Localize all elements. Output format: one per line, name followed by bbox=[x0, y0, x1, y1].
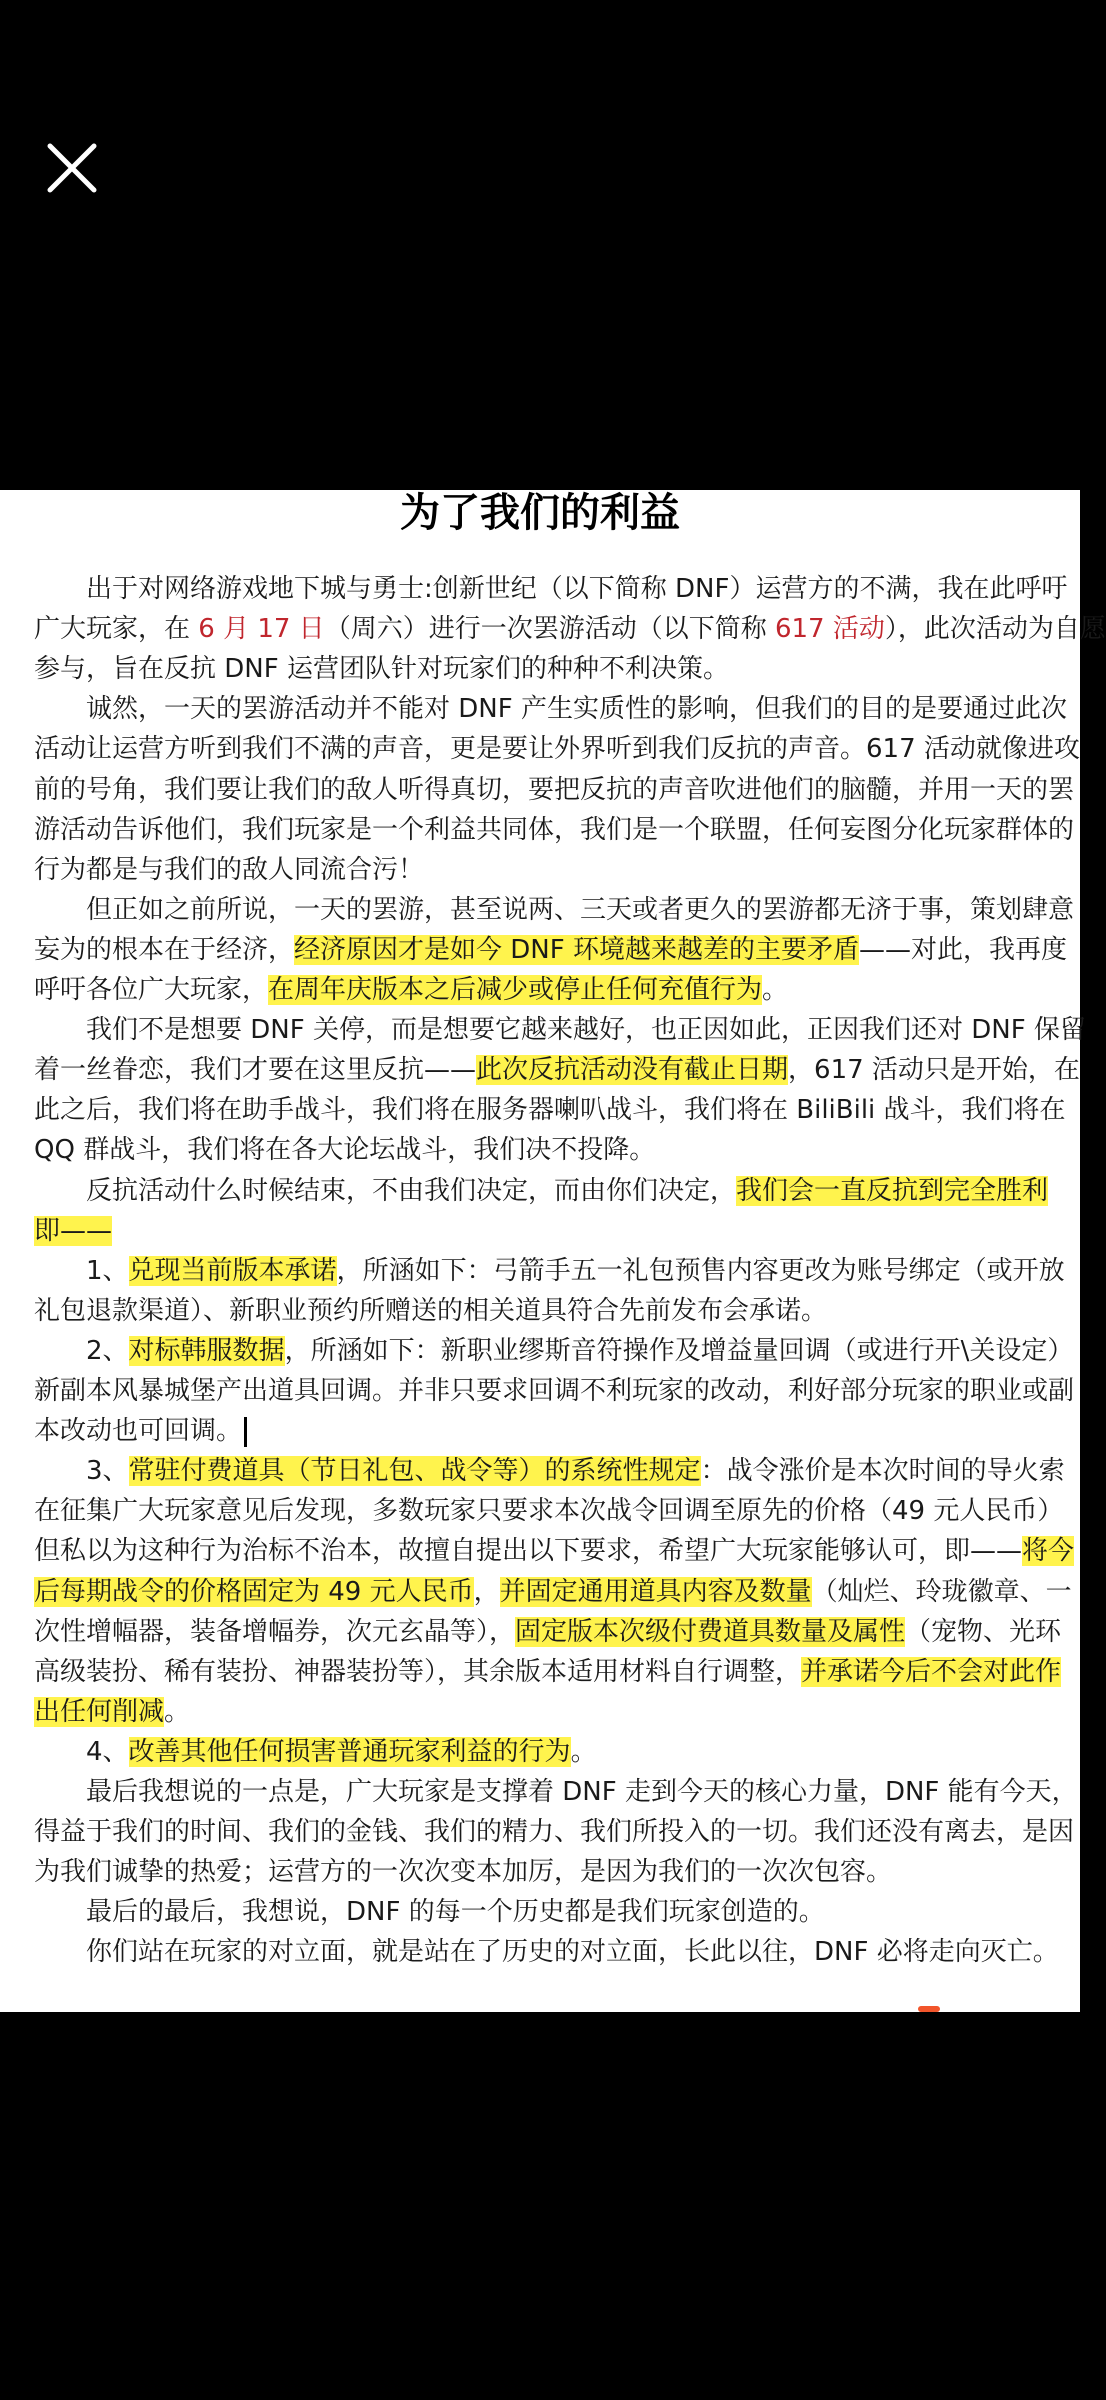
highlighted-text: 出任何削减 bbox=[34, 1696, 165, 1727]
document-line bbox=[34, 1090, 1066, 1130]
text-span: 我们不是想要 DNF 关停，而是想要它越来越好，也正因如此，正因我们还对 DNF 保留 bbox=[34, 1015, 1086, 1046]
text-span: 反抗活动什么时候结束，不由我们决定，而由你们决定， bbox=[34, 1175, 737, 1206]
text-span: （周六）进行一次罢游活动（以下简称 bbox=[324, 614, 775, 645]
text-span: 1、 bbox=[34, 1255, 129, 1286]
highlighted-text: 我们会一直反抗到完全胜利 bbox=[736, 1175, 1049, 1206]
document-line bbox=[34, 1050, 1080, 1090]
text-span: 游活动告诉他们，我们玩家是一个利益共同体，我们是一个联盟，任何妄图分化玩家群体的 bbox=[34, 814, 1075, 845]
text-span: ），此次活动为自愿 bbox=[884, 614, 1106, 645]
highlighted-text: 对标韩服数据 bbox=[128, 1335, 285, 1366]
document-line bbox=[34, 1371, 1074, 1411]
document-line bbox=[34, 1451, 1065, 1491]
highlighted-text: 改善其他任何损害普通玩家利益的行为 bbox=[128, 1736, 571, 1767]
document-line bbox=[34, 1732, 597, 1772]
text-span: 你们站在玩家的对立面，就是站在了历史的对立面，长此以往，DNF 必将走向灭亡。 bbox=[34, 1937, 1059, 1968]
document-line bbox=[34, 1612, 1061, 1652]
text-span: 2、 bbox=[34, 1335, 129, 1366]
document-image bbox=[0, 490, 1106, 2012]
highlighted-text: 常驻付费道具（节日礼包、战令等）的系统性规定 bbox=[128, 1456, 701, 1487]
text-span: 。 bbox=[762, 975, 789, 1005]
text-span: 前的号角，我们要让我们的敌人听得真切，要把反抗的声音吹进他们的脑髓，并用一天的罢 bbox=[34, 774, 1075, 805]
text-span: 。 bbox=[164, 1696, 191, 1727]
text-span: 在征集广大玩家意见后发现，多数玩家只要求本次战令回调至原先的价格（49 元人民币） bbox=[34, 1496, 1064, 1527]
text-span: 诚然，一天的罢游活动并不能对 DNF 产生实质性的影响，但我们的目的是要通过此次 bbox=[34, 694, 1067, 725]
document-line bbox=[34, 850, 424, 890]
document-line bbox=[34, 649, 729, 689]
text-span: （灿烂、玲珑徽章、一 bbox=[811, 1576, 1072, 1607]
text-span: 参与，旨在反抗 DNF 运营团队针对玩家们的种种不利决策。 bbox=[34, 654, 729, 685]
text-span: 呼吁各位广大玩家， bbox=[34, 975, 269, 1005]
document-line bbox=[34, 609, 1106, 649]
document-line bbox=[34, 1932, 1059, 1972]
document-line bbox=[34, 1812, 1074, 1852]
highlighted-text: 后每期战令的价格固定为 49 元人民币 bbox=[34, 1576, 474, 1607]
highlighted-text: 经济原因才是如今 DNF 环境越来越差的主要矛盾 bbox=[294, 934, 859, 965]
text-span: 。 bbox=[570, 1736, 597, 1767]
highlighted-text: 此次反抗活动没有截止日期 bbox=[476, 1055, 789, 1086]
highlighted-text: 固定版本次级付费道具数量及属性 bbox=[515, 1616, 906, 1647]
text-span: ，617 活动只是开始，在 bbox=[788, 1055, 1080, 1086]
text-span: 妄为的根本在于经济， bbox=[34, 934, 295, 965]
highlighted-text: 将今 bbox=[1022, 1536, 1075, 1567]
highlighted-text: 并承诺今后不会对此作 bbox=[801, 1656, 1062, 1687]
document-line bbox=[34, 1572, 1072, 1612]
highlighted-text: 兑现当前版本承诺 bbox=[128, 1255, 337, 1286]
document-line bbox=[34, 1652, 1061, 1692]
text-span: 此之后，我们将在助手战斗，我们将在服务器喇叭战斗，我们将在 BiliBili 战斗，我们将在 bbox=[34, 1095, 1066, 1126]
highlighted-text: 即—— bbox=[34, 1215, 113, 1246]
text-span: 礼包退款渠道）、新职业预约所赠送的相关道具符合先前发布会承诺。 bbox=[34, 1295, 828, 1326]
document-line bbox=[34, 930, 1067, 970]
highlighted-text: 并固定通用道具内容及数量 bbox=[499, 1576, 812, 1607]
text-span: 次性增幅器，装备增幅券，次元玄晶等）， bbox=[34, 1616, 516, 1647]
text-span: 本改动也可回调。 bbox=[34, 1416, 243, 1447]
document-title: 为了我们的利益 bbox=[400, 489, 680, 536]
document-line bbox=[34, 1531, 1074, 1571]
text-span: 活动让运营方听到我们不满的声音，更是要让外界听到我们反抗的声音。617 活动就像进攻 bbox=[34, 734, 1080, 765]
close-icon[interactable] bbox=[44, 140, 100, 196]
text-span: 为我们诚挚的热爱；运营方的一次次变本加厉，是因为我们的一次次包容。 bbox=[34, 1857, 893, 1888]
document-line bbox=[34, 1491, 1063, 1531]
text-span: QQ 群战斗，我们将在各大论坛战斗，我们决不投降。 bbox=[34, 1135, 656, 1166]
document-line bbox=[34, 1251, 1065, 1291]
text-span: ， bbox=[473, 1576, 500, 1607]
text-span: 广大玩家，在 bbox=[34, 614, 199, 645]
text-span: ，所涵如下：新职业缪斯音符操作及增益量回调（或进行开\关设定） bbox=[284, 1335, 1074, 1366]
document-line bbox=[34, 810, 1074, 850]
text-span: 行为都是与我们的敌人同流合污！ bbox=[34, 854, 425, 885]
text-span: 着一丝眷恋，我们才要在这里反抗—— bbox=[34, 1055, 477, 1086]
text-span: 3、 bbox=[34, 1456, 129, 1487]
red-text: 617 活动 bbox=[774, 614, 885, 645]
text-span: ：战令涨价是本次时间的导火索 bbox=[700, 1456, 1065, 1487]
document-line bbox=[34, 770, 1074, 810]
edge-marker bbox=[918, 2006, 940, 2012]
document-line bbox=[34, 1211, 112, 1251]
document-body bbox=[0, 490, 1106, 2012]
text-span: 出于对网络游戏地下城与勇士:创新世纪（以下简称 DNF）运营方的不满，我在此呼吁 bbox=[34, 574, 1068, 604]
text-span: ——对此，我再度 bbox=[858, 934, 1067, 965]
text-span: 最后我想说的一点是，广大玩家是支撑着 DNF 走到今天的核心力量，DNF 能有今天， bbox=[34, 1777, 1078, 1807]
text-span: 高级装扮、稀有装扮、神器装扮等），其余版本适用材料自行调整， bbox=[34, 1656, 802, 1687]
text-span: 4、 bbox=[34, 1736, 129, 1767]
document-line bbox=[34, 970, 788, 1010]
text-span: 新副本风暴城堡产出道具回调。并非只要求回调不利玩家的改动，利好部分玩家的职业或副 bbox=[34, 1376, 1075, 1406]
document-line bbox=[34, 1411, 247, 1451]
text-cursor bbox=[244, 1417, 247, 1447]
text-span: 最后的最后，我想说，DNF 的每一个历史都是我们玩家创造的。 bbox=[34, 1897, 825, 1928]
document-line bbox=[34, 729, 1080, 769]
document-line bbox=[34, 1692, 190, 1732]
highlighted-text: 在周年庆版本之后减少或停止任何充值行为 bbox=[268, 975, 763, 1005]
close-button[interactable] bbox=[44, 140, 100, 196]
document-line bbox=[34, 1852, 892, 1892]
text-span: 但私以为这种行为治标不治本，故擅自提出以下要求，希望广大玩家能够认可，即—— bbox=[34, 1536, 1023, 1567]
text-span: 得益于我们的时间、我们的金钱、我们的精力、我们所投入的一切。我们还没有离去，是因 bbox=[34, 1817, 1075, 1848]
document-line bbox=[34, 890, 1074, 930]
document-line bbox=[34, 689, 1067, 729]
text-span: （宠物、光环 bbox=[905, 1616, 1062, 1647]
document-line bbox=[34, 1892, 825, 1932]
text-span: ，所涵如下：弓箭手五一礼包预售内容更改为账号绑定（或开放 bbox=[336, 1255, 1065, 1286]
document-line bbox=[34, 569, 1067, 609]
document-line bbox=[34, 1130, 655, 1170]
document-line bbox=[34, 1171, 1048, 1211]
document-line bbox=[34, 1772, 1078, 1812]
text-span: 但正如之前所说，一天的罢游，甚至说两、三天或者更久的罢游都无济于事，策划肆意 bbox=[34, 894, 1075, 925]
document-line bbox=[34, 1331, 1073, 1371]
document-line bbox=[34, 1291, 827, 1331]
document-line bbox=[34, 1010, 1086, 1050]
red-text: 6 月 17 日 bbox=[198, 614, 325, 645]
